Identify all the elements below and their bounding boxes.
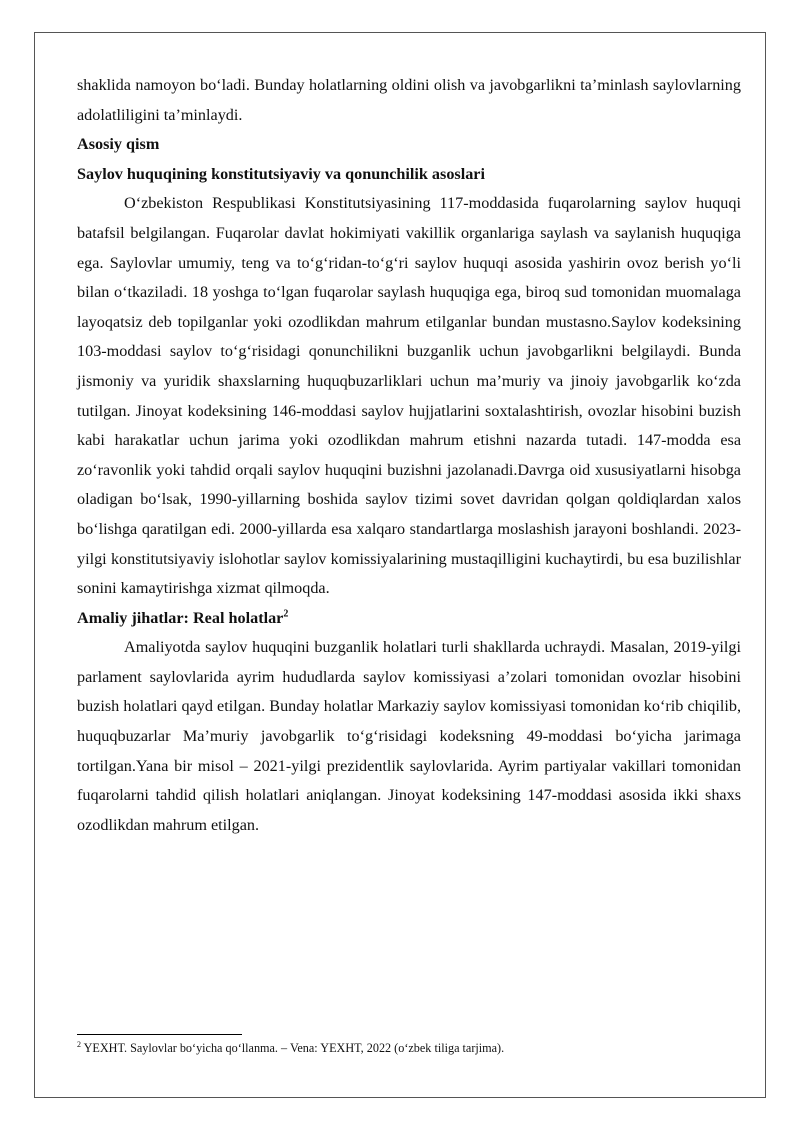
- heading-practical-text: Amaliy jihatlar: Real holatlar: [77, 608, 284, 627]
- footnote-marker: 2: [77, 1039, 81, 1049]
- footnote-reference[interactable]: 2: [283, 608, 289, 620]
- heading-practical: [77, 604, 741, 634]
- heading-constitutional: Saylov huquqining konstitutsiyaviy va qonunchilik asoslari: [77, 164, 485, 183]
- paragraph-practical: Amaliyotda saylov huquqini buzganlik holatlari turli shakllarda uchraydi. Masalan, 2019-yilgi parlament saylovlarida ayrim hududlarda saylov komissiyasi a’zolari tomonidan ovozlar hisobini buzish holatlari qayd etilgan. Bunday holatlar Markaziy saylov komissiyasi tomonidan ko‘rib chiqilib, huquqbuzarlar Ma’muriy javobgarlik to‘g‘risidagi kodeksning 49-moddasi bo‘yicha jarimaga tortilgan.Yana bir misol – 2021-yilgi prezidentlik saylovlarida. Ayrim partiyalar vakillari tomonidan fuqarolarni tahdid qilish holatlari aniqlangan. Jinoyat kodeksining 147-moddasi asosida ikki shaxs ozodlikdan mahrum etilgan.: [77, 638, 741, 834]
- footnote: [77, 1040, 741, 1056]
- footnote-separator: [77, 1034, 242, 1035]
- document-body: [77, 71, 741, 840]
- paragraph-constitutional: O‘zbekiston Respublikasi Konstitutsiyasining 117-moddasida fuqarolarning saylov huquqi batafsil belgilangan. Fuqarolar davlat hokimiyati vakillik organlariga saylash va saylanish huquqiga ega. Saylovlar umumiy, teng va to‘g‘ridan-to‘g‘ri saylov huquqi asosida yashirin ovoz berish yo‘li bilan o‘tkaziladi. 18 yoshga to‘lgan fuqarolar saylash huquqiga ega, biroq sud tomonidan muomalaga layoqatsiz deb topilganlar yoki ozodlikdan mahrum etilganlar bundan mustasno.Saylov kodeksining 103-moddasi saylov to‘g‘risidagi qonunchilikni buzganlik uchun javobgarlikni belgilaydi. Bunda jismoniy va yuridik shaxslarning huquqbuzarliklari uchun ma’muriy va jinoiy javobgarlik ko‘zda tutilgan. Jinoyat kodeksining 146-moddasi saylov hujjatlarini soxtalashtirish, ovozlar hisobini buzish kabi harakatlar uchun jarima yoki ozodlikdan mahrum etishni nazarda tutadi. 147-modda esa zo‘ravonlik yoki tahdid orqali saylov huquqini buzishni jazolanadi.Davrga oid xususiyatlarni hisobga oladigan bo‘lsak, 1990-yillarning boshida saylov tizimi sovet davridan qolgan qoldiqlardan xalos bo‘lishga qaratilgan edi. 2000-yillarda esa xalqaro standartlarga moslashish jarayoni boshlandi. 2023-yilgi konstitutsiyaviy islohotlar saylov komissiyalarining mustaqilligini kuchaytirdi, bu esa buzilishlar sonini kamaytirishga xizmat qilmoqda.: [77, 194, 741, 598]
- section-heading-main: Asosiy qism: [77, 135, 160, 154]
- footnote-text: YEXHT. Saylovlar bo‘yicha qo‘llanma. – Vena: YEXHT, 2022 (o‘zbek tiliga tarjima).: [81, 1041, 505, 1055]
- intro-paragraph: shaklida namoyon bo‘ladi. Bunday holatlarning oldini olish va javobgarlikni ta’minlash saylovlarning adolatliligini ta’minlaydi.: [77, 76, 741, 124]
